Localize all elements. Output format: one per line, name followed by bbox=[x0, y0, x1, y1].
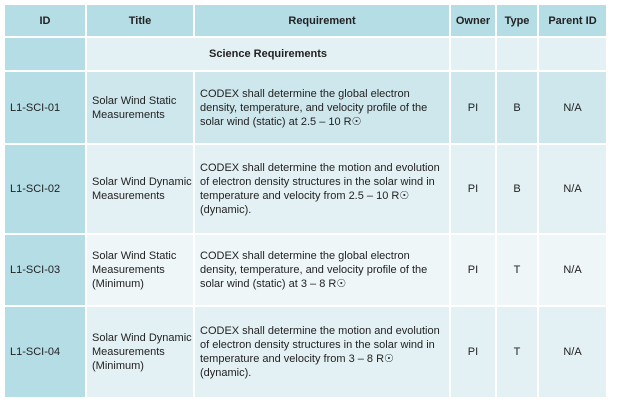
table-row bbox=[5, 145, 606, 233]
row-title: Solar Wind Static Measurements (Minimum) bbox=[87, 235, 193, 305]
table-row bbox=[5, 307, 606, 397]
row-owner: PI bbox=[451, 72, 495, 143]
header-id: ID bbox=[5, 5, 85, 36]
section-parent-cell bbox=[539, 38, 606, 70]
row-id: L1-SCI-03 bbox=[5, 235, 85, 305]
row-owner: PI bbox=[451, 145, 495, 233]
header-parent-id: Parent ID bbox=[539, 5, 606, 36]
section-title: Science Requirements bbox=[87, 38, 449, 70]
row-id: L1-SCI-04 bbox=[5, 307, 85, 397]
row-type: B bbox=[497, 72, 537, 143]
header-row bbox=[5, 5, 606, 36]
table-row bbox=[5, 235, 606, 305]
row-parent-id: N/A bbox=[539, 235, 606, 305]
row-owner: PI bbox=[451, 307, 495, 397]
row-requirement: CODEX shall determine the global electron density, temperature, and velocity profile of the solar wind (static) at 2.5 – 10 R☉ bbox=[195, 72, 449, 143]
row-title: Solar Wind Dynamic Measurements (Minimum) bbox=[87, 307, 193, 397]
section-row bbox=[5, 38, 606, 70]
row-requirement: CODEX shall determine the motion and evolution of electron density structures in the solar wind in temperature and velocity from 3 – 8 R☉ (dynamic). bbox=[195, 307, 449, 397]
row-owner: PI bbox=[451, 235, 495, 305]
row-title: Solar Wind Dynamic Measurements bbox=[87, 145, 193, 233]
requirements-table bbox=[3, 3, 608, 399]
section-lead-cell bbox=[5, 38, 85, 70]
row-parent-id: N/A bbox=[539, 145, 606, 233]
header-owner: Owner bbox=[451, 5, 495, 36]
row-requirement: CODEX shall determine the motion and evolution of electron density structures in the solar wind in temperature and velocity from 2.5 – 10 R☉ (dynamic). bbox=[195, 145, 449, 233]
header-title: Title bbox=[87, 5, 193, 36]
row-title: Solar Wind Static Measurements bbox=[87, 72, 193, 143]
section-owner-cell bbox=[451, 38, 495, 70]
header-type: Type bbox=[497, 5, 537, 36]
row-parent-id: N/A bbox=[539, 307, 606, 397]
table-row bbox=[5, 72, 606, 143]
row-id: L1-SCI-02 bbox=[5, 145, 85, 233]
row-id: L1-SCI-01 bbox=[5, 72, 85, 143]
section-type-cell bbox=[497, 38, 537, 70]
row-requirement: CODEX shall determine the global electron density, temperature, and velocity profile of the solar wind (static) at 3 – 8 R☉ bbox=[195, 235, 449, 305]
row-type: B bbox=[497, 145, 537, 233]
row-type: T bbox=[497, 307, 537, 397]
row-parent-id: N/A bbox=[539, 72, 606, 143]
row-type: T bbox=[497, 235, 537, 305]
header-requirement: Requirement bbox=[195, 5, 449, 36]
